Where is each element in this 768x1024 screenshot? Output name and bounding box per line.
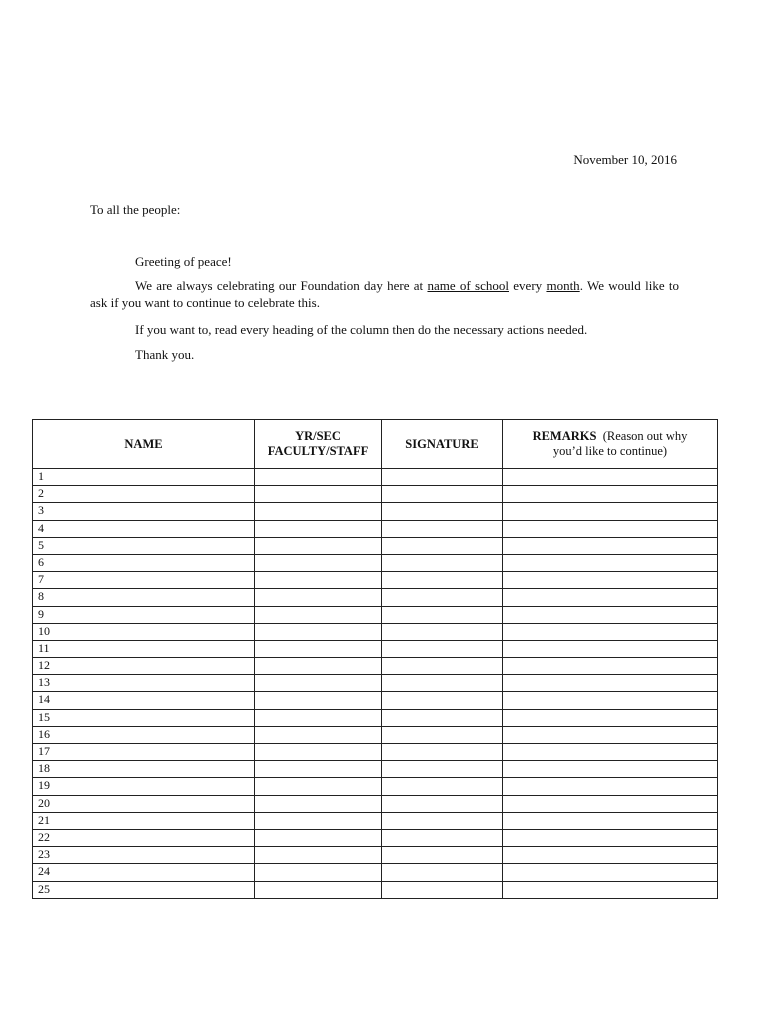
remarks-cell[interactable]	[503, 469, 718, 486]
yrsec-cell[interactable]	[255, 709, 382, 726]
yrsec-cell[interactable]	[255, 503, 382, 520]
remarks-cell[interactable]	[503, 778, 718, 795]
table-row	[33, 778, 718, 795]
remarks-cell[interactable]	[503, 589, 718, 606]
signature-cell[interactable]	[382, 554, 503, 571]
remarks-cell[interactable]	[503, 812, 718, 829]
yrsec-cell[interactable]	[255, 554, 382, 571]
row-number-cell[interactable]: 13	[33, 675, 255, 692]
row-number-cell[interactable]: 14	[33, 692, 255, 709]
header-remarks-title: REMARKS	[532, 429, 597, 443]
row-number-cell[interactable]: 1	[33, 469, 255, 486]
row-number-cell[interactable]: 16	[33, 726, 255, 743]
table-row	[33, 486, 718, 503]
signature-cell[interactable]	[382, 744, 503, 761]
signature-cell[interactable]	[382, 640, 503, 657]
yrsec-cell[interactable]	[255, 486, 382, 503]
signature-cell[interactable]	[382, 503, 503, 520]
yrsec-cell[interactable]	[255, 847, 382, 864]
row-number-cell[interactable]: 6	[33, 554, 255, 571]
row-number-cell[interactable]: 24	[33, 864, 255, 881]
remarks-cell[interactable]	[503, 486, 718, 503]
row-number-cell[interactable]: 22	[33, 829, 255, 846]
yrsec-cell[interactable]	[255, 778, 382, 795]
remarks-cell[interactable]	[503, 864, 718, 881]
table-row	[33, 520, 718, 537]
remarks-cell[interactable]	[503, 692, 718, 709]
remarks-cell[interactable]	[503, 881, 718, 898]
table-row	[33, 640, 718, 657]
table-row	[33, 469, 718, 486]
yrsec-cell[interactable]	[255, 520, 382, 537]
remarks-cell[interactable]	[503, 537, 718, 554]
signature-cell[interactable]	[382, 726, 503, 743]
signature-cell[interactable]	[382, 658, 503, 675]
signature-cell[interactable]	[382, 795, 503, 812]
table-row	[33, 881, 718, 898]
yrsec-cell[interactable]	[255, 572, 382, 589]
remarks-cell[interactable]	[503, 554, 718, 571]
body-text-start: We are always celebrating our Foundation day here at	[135, 278, 428, 293]
table-row	[33, 658, 718, 675]
month-placeholder: month	[546, 278, 580, 293]
yrsec-cell[interactable]	[255, 761, 382, 778]
remarks-cell[interactable]	[503, 623, 718, 640]
table-row	[33, 864, 718, 881]
table-row	[33, 572, 718, 589]
signature-cell[interactable]	[382, 589, 503, 606]
salutation: To all the people:	[90, 202, 181, 217]
greeting-paragraph: Greeting of peace!	[135, 254, 232, 269]
signature-cell[interactable]	[382, 847, 503, 864]
header-yrsec-line2: FACULTY/STAFF	[267, 444, 369, 458]
row-number-cell[interactable]: 11	[33, 640, 255, 657]
row-number-cell[interactable]: 8	[33, 589, 255, 606]
remarks-cell[interactable]	[503, 761, 718, 778]
header-name: NAME	[33, 420, 255, 469]
body-text-end: . We would like to ask if you want to continue to celebrate this.	[90, 278, 679, 310]
signature-cell[interactable]	[382, 606, 503, 623]
row-number-cell[interactable]: 17	[33, 744, 255, 761]
table-row	[33, 623, 718, 640]
row-number-cell[interactable]: 20	[33, 795, 255, 812]
remarks-cell[interactable]	[503, 572, 718, 589]
yrsec-cell[interactable]	[255, 864, 382, 881]
header-yrsec-line1: YR/SEC	[295, 429, 341, 443]
row-number-cell[interactable]: 18	[33, 761, 255, 778]
remarks-cell[interactable]	[503, 726, 718, 743]
table-header-row	[33, 420, 718, 469]
yrsec-cell[interactable]	[255, 606, 382, 623]
signature-cell[interactable]	[382, 469, 503, 486]
remarks-cell[interactable]	[503, 520, 718, 537]
row-number-cell[interactable]: 19	[33, 778, 255, 795]
remarks-cell[interactable]	[503, 640, 718, 657]
row-number-cell[interactable]: 10	[33, 623, 255, 640]
remarks-cell[interactable]	[503, 606, 718, 623]
instruction-paragraph: If you want to, read every heading of the column then do the necessary actions needed.	[135, 322, 588, 337]
yrsec-cell[interactable]	[255, 640, 382, 657]
table-row	[33, 537, 718, 554]
yrsec-cell[interactable]	[255, 675, 382, 692]
yrsec-cell[interactable]	[255, 795, 382, 812]
yrsec-cell[interactable]	[255, 829, 382, 846]
row-number-cell[interactable]: 4	[33, 520, 255, 537]
row-number-cell[interactable]: 23	[33, 847, 255, 864]
school-placeholder: name of school	[427, 278, 509, 293]
table-row	[33, 692, 718, 709]
header-remarks	[503, 420, 718, 469]
table-row	[33, 761, 718, 778]
remarks-cell[interactable]	[503, 709, 718, 726]
signature-cell[interactable]	[382, 537, 503, 554]
yrsec-cell[interactable]	[255, 537, 382, 554]
yrsec-cell[interactable]	[255, 589, 382, 606]
signature-cell[interactable]	[382, 572, 503, 589]
remarks-cell[interactable]	[503, 658, 718, 675]
remarks-cell[interactable]	[503, 744, 718, 761]
table-row	[33, 812, 718, 829]
table-row	[33, 726, 718, 743]
header-yrsec	[255, 420, 382, 469]
table-row	[33, 589, 718, 606]
row-number-cell[interactable]: 7	[33, 572, 255, 589]
table-row	[33, 847, 718, 864]
yrsec-cell[interactable]	[255, 469, 382, 486]
yrsec-cell[interactable]	[255, 726, 382, 743]
yrsec-cell[interactable]	[255, 744, 382, 761]
signature-cell[interactable]	[382, 623, 503, 640]
table-row	[33, 744, 718, 761]
signature-cell[interactable]	[382, 778, 503, 795]
yrsec-cell[interactable]	[255, 881, 382, 898]
table-row	[33, 829, 718, 846]
signature-cell[interactable]	[382, 812, 503, 829]
row-number-cell[interactable]: 25	[33, 881, 255, 898]
remarks-cell[interactable]	[503, 795, 718, 812]
closing: Thank you.	[135, 347, 195, 362]
table-row	[33, 795, 718, 812]
yrsec-cell[interactable]	[255, 623, 382, 640]
row-number-cell[interactable]: 9	[33, 606, 255, 623]
signature-cell[interactable]	[382, 486, 503, 503]
remarks-cell[interactable]	[503, 847, 718, 864]
remarks-cell[interactable]	[503, 503, 718, 520]
table-row	[33, 606, 718, 623]
signature-cell[interactable]	[382, 881, 503, 898]
table-row	[33, 503, 718, 520]
remarks-cell[interactable]	[503, 829, 718, 846]
signature-cell[interactable]	[382, 864, 503, 881]
signature-cell[interactable]	[382, 692, 503, 709]
row-number-cell[interactable]: 5	[33, 537, 255, 554]
row-number-cell[interactable]: 12	[33, 658, 255, 675]
row-number-cell[interactable]: 21	[33, 812, 255, 829]
yrsec-cell[interactable]	[255, 812, 382, 829]
header-remarks-note-2: you’d like to continue)	[552, 444, 668, 458]
table-row	[33, 709, 718, 726]
row-number-cell[interactable]: 3	[33, 503, 255, 520]
signature-table	[32, 419, 718, 899]
row-number-cell[interactable]: 2	[33, 486, 255, 503]
body-text-middle: every	[508, 278, 547, 293]
header-remarks-note-1: (Reason out why	[602, 429, 688, 443]
signature-cell[interactable]	[382, 709, 503, 726]
signature-cell[interactable]	[382, 761, 503, 778]
signature-cell[interactable]	[382, 675, 503, 692]
table-body	[33, 469, 718, 899]
yrsec-cell[interactable]	[255, 692, 382, 709]
signature-cell[interactable]	[382, 829, 503, 846]
yrsec-cell[interactable]	[255, 658, 382, 675]
letter-date: November 10, 2016	[573, 152, 677, 167]
table-row	[33, 675, 718, 692]
row-number-cell[interactable]: 15	[33, 709, 255, 726]
remarks-cell[interactable]	[503, 675, 718, 692]
table-row	[33, 554, 718, 571]
signature-cell[interactable]	[382, 520, 503, 537]
body-paragraph	[90, 277, 679, 311]
header-signature: SIGNATURE	[382, 420, 503, 469]
